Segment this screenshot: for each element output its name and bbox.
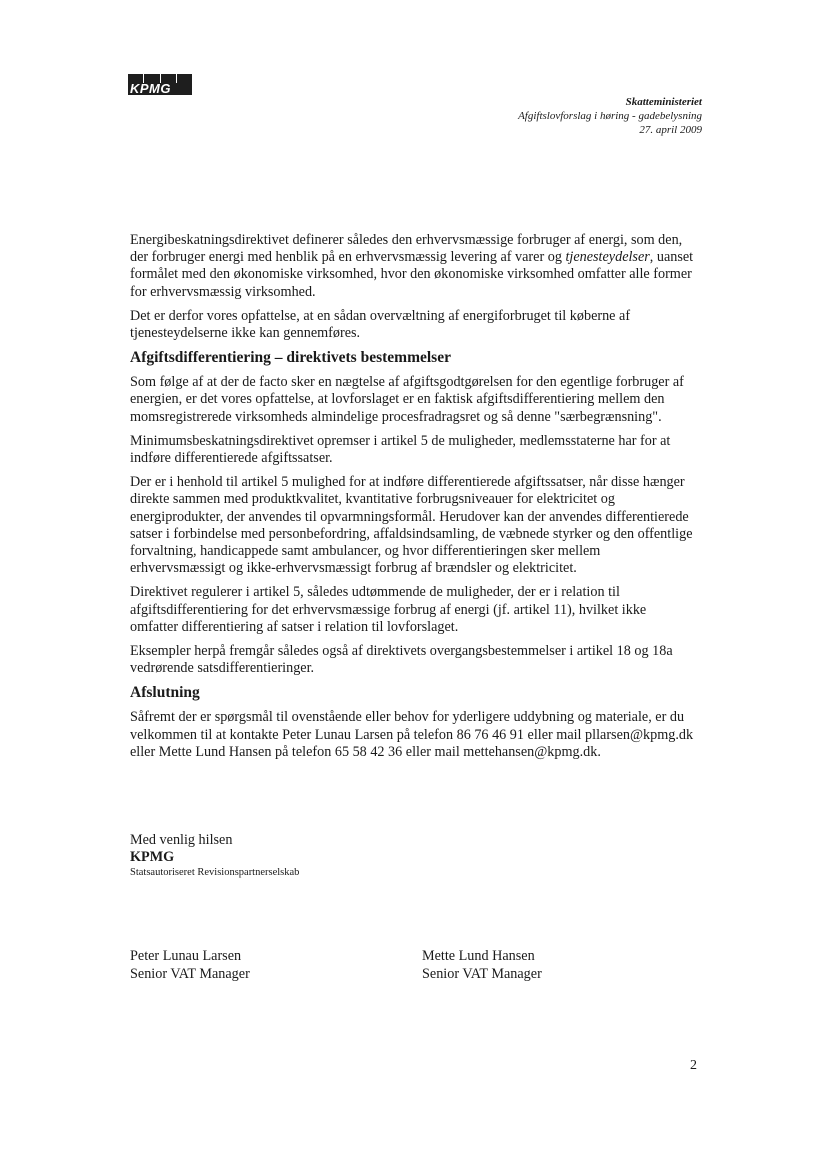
page-number: 2 xyxy=(690,1058,697,1073)
date: 27. april 2009 xyxy=(639,124,702,136)
recipient: Skatteministeriet xyxy=(625,96,702,108)
kpmg-logo xyxy=(128,74,192,96)
section-heading: Afgiftsdifferentiering – direktivets bestemmelser xyxy=(130,349,451,367)
signatory-title: Senior VAT Manager xyxy=(422,965,542,982)
signatory-name: Mette Lund Hansen xyxy=(422,948,535,964)
paragraph: Eksempler herpå fremgår således også af direktivets overgangsbestemmelser i artikel 18 og 18a vedrørende satsdifferentieringer. xyxy=(130,643,673,677)
paragraph: Det er derfor vores opfattelse, at en sådan overvæltning af energiforbruget til køberne af tjenesteydelserne ikke kan gennemføres. xyxy=(130,307,631,342)
firm-subtitle: Statsautoriseret Revisionspartnerselskab xyxy=(130,867,300,878)
signature-block xyxy=(130,948,250,983)
signature-block xyxy=(422,948,542,983)
section-heading: Afslutning xyxy=(130,684,200,702)
closing xyxy=(130,832,299,880)
signatory-name: Peter Lunau Larsen xyxy=(130,948,242,964)
paragraph: Der er i henhold til artikel 5 mulighed for at indføre differentierede afgiftssatser, når disse hænger direkte sammen med produktkvalitet, kvantitative forbrugsniveauer for elektricitet og energiprodukter, der anvendes til opvarmningsformål. Herudover kan der anvendes differentierede satser i forbindelse med personbefordring, affaldsindsamling, de væbnede styrker og den offentlige forvaltning, handicappede samt ambulancer, og hvor differentieringen sker mellem erhvervsmæssigt og ikke-erhvervsmæssigt forbrug af brændsler og elektricitet. xyxy=(130,474,693,577)
subject: Afgiftslovforslag i høring - gadebelysning xyxy=(518,110,702,122)
letter-header xyxy=(518,95,702,137)
paragraph: Minimumsbeskatningsdirektivet opremser i artikel 5 de muligheder, medlemsstaterne har for at indføre differentierede afgiftssatser. xyxy=(130,432,671,467)
paragraph: Som følge af at der de facto sker en nægtelse af afgiftsgodtgørelsen for den egentlige forbruger af energien, er det vores opfattelse, at lovforslaget er en faktisk afgiftsdifferentiering mellem den momsregistrerede virksomheds almindelige procesfradragsret og så denne "særbegrænsning". xyxy=(130,374,684,425)
paragraph: Energibeskatningsdirektivet definerer således den erhvervsmæssige forbruger af energi, som den, der forbruger energi med henblik på en erhvervsmæssig levering af varer og tjenesteydelser, uanset formålet med den økonomiske virksomhed, hvor den økonomiske virksomhed omfatter alle former for erhvervsmæssig virksomhed. xyxy=(130,232,694,300)
letter-body xyxy=(130,232,696,768)
signatory-title: Senior VAT Manager xyxy=(130,965,250,982)
greeting: Med venlig hilsen xyxy=(130,832,233,848)
paragraph: Direktivet regulerer i artikel 5, således udtømmende de muligheder, der er i relation til afgiftsdifferentiering for det erhvervsmæssige forbrug af energi (jf. artikel 11), hvilket ikke omfatter differentiering af satser i relation til lovforslaget. xyxy=(130,584,647,635)
logo-text: KPMG xyxy=(128,83,192,95)
italic-term: tjenesteydelser xyxy=(565,249,650,266)
paragraph: Såfremt der er spørgsmål til ovenstående eller behov for yderligere uddybning og materiale, er du velkommen til at kontakte Peter Lunau Larsen på telefon 86 76 46 91 eller mail pllarsen@kpmg.dk eller Mette Lund Hansen på telefon 65 58 42 36 eller mail mettehansen@kpmg.dk. xyxy=(130,709,694,760)
firm-name: KPMG xyxy=(130,849,175,865)
